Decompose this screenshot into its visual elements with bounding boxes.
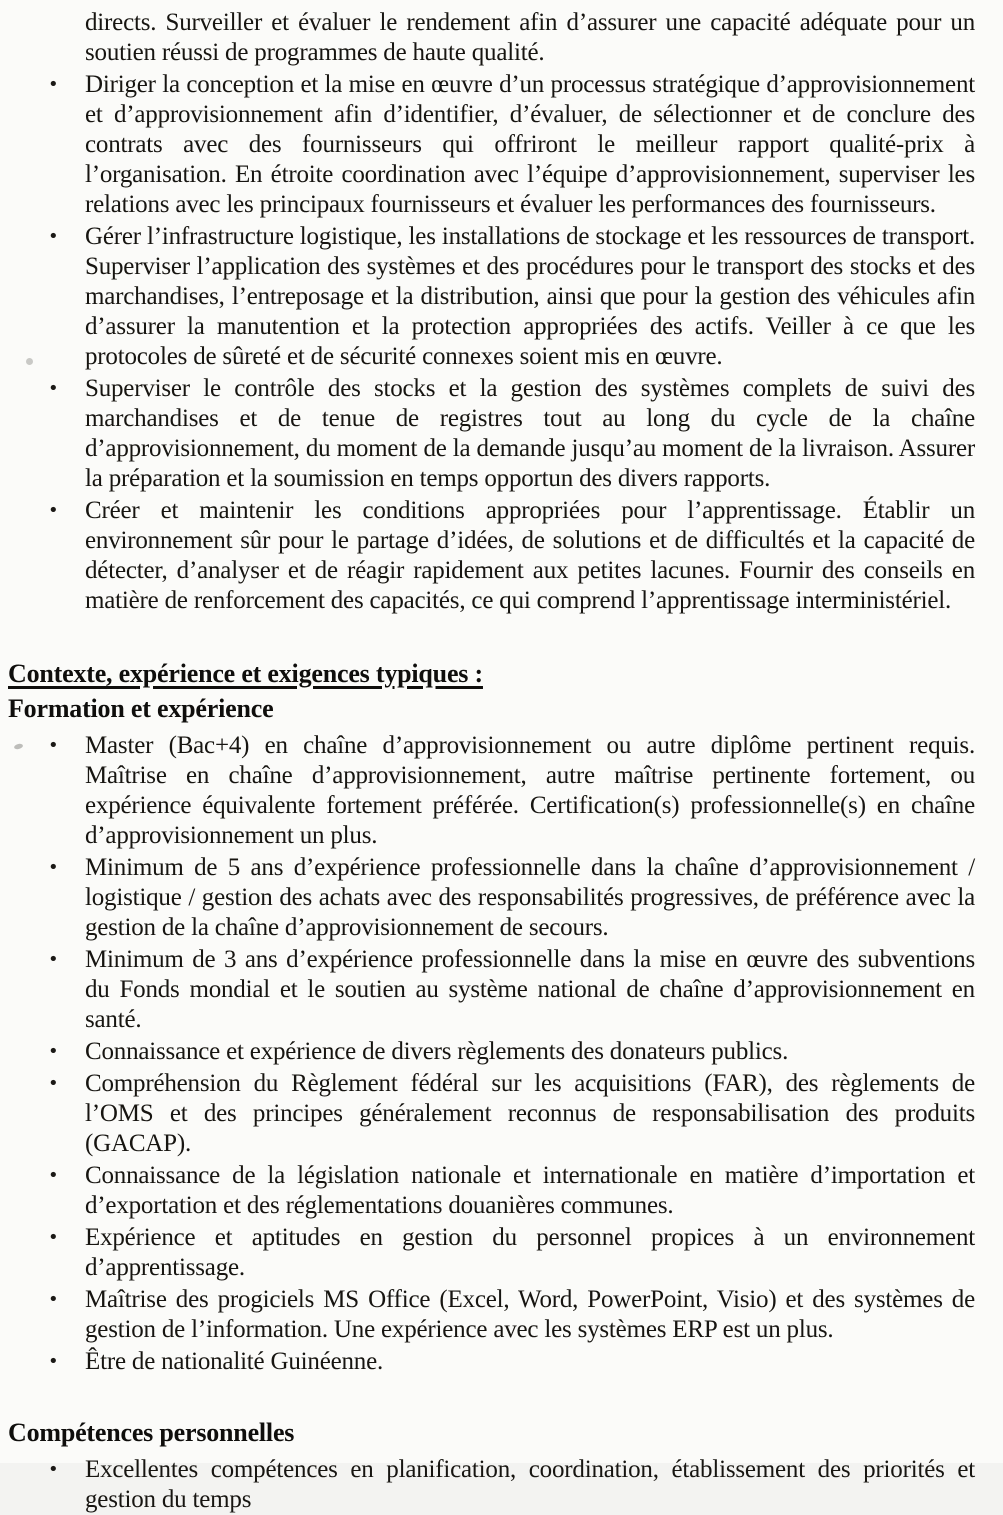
bullet-icon: •	[48, 1459, 59, 1480]
list-item-text: Créer et maintenir les conditions appropriées pour l’apprentissage. Établir un environnement sûr pour le partage d’idées, de solutions et de difficultés et la capacité de détecter, d’analyser et de réagir rapidement aux petites lacunes. Fournir des conseils en matière de renforcement des capacités, ce qui comprend l’apprentissage interministériel.	[85, 497, 975, 614]
scan-speck-icon	[14, 743, 24, 750]
list-item	[48, 70, 975, 220]
section-subtitle-formation: Formation et expérience	[8, 694, 274, 723]
list-item-text: Superviser le contrôle des stocks et la gestion des systèmes complets de suivi des marchandises et de tenue de registres tout au long du cycle de la chaîne d’approvisionnement, du moment de la demande jusqu’au moment de la livraison. Assurer la préparation et la soumission en temps opportun des divers rapports.	[85, 375, 975, 492]
list-item	[48, 1069, 975, 1159]
bullet-icon: •	[48, 949, 59, 970]
list-item	[48, 222, 975, 372]
section-title-context: Contexte, expérience et exigences typiques :	[8, 659, 483, 688]
bullet-icon: •	[48, 1041, 59, 1062]
list-item	[48, 1161, 975, 1221]
list-item-text: Minimum de 3 ans d’expérience professionnelle dans la mise en œuvre des subventions du Fonds mondial et le soutien au système national de chaîne d’approvisionnement en santé.	[85, 946, 975, 1033]
list-item	[48, 853, 975, 943]
list-item-text: Connaissance de la législation nationale et internationale en matière d’importation et d’exportation et des réglementations douanières communes.	[85, 1162, 975, 1219]
list-item-text: Maîtrise des progiciels MS Office (Excel, Word, PowerPoint, Visio) et des systèmes de gestion de l’information. Une expérience avec les systèmes ERP est un plus.	[85, 1286, 975, 1343]
list-item	[48, 1285, 975, 1345]
list-item-text: Gérer l’infrastructure logistique, les installations de stockage et les ressources de transport. Superviser l’application des systèmes et des procédures pour le transport des stocks et des marchandises, l’entreposage et la distribution, ainsi que pour la gestion des véhicules afin d’assurer la manutention et la protection appropriées des actifs. Veiller à ce que les protocoles de sûreté et de sécurité connexes soient mis en œuvre.	[85, 223, 975, 370]
formation-list	[48, 731, 975, 1377]
list-item	[48, 1037, 975, 1067]
list-item	[48, 945, 975, 1035]
bullet-icon: •	[48, 1351, 59, 1372]
scan-speck-icon	[26, 358, 33, 365]
list-item-text: Connaissance et expérience de divers règlements des donateurs publics.	[85, 1038, 789, 1065]
list-item	[48, 1455, 975, 1515]
bullet-icon: •	[48, 1227, 59, 1248]
bullet-icon: •	[48, 1165, 59, 1186]
bullet-icon: •	[48, 378, 59, 399]
list-item	[48, 496, 975, 616]
list-item-text: Compréhension du Règlement fédéral sur les acquisitions (FAR), des règlements de l’OMS et des principes généralement reconnus de responsabilisation des produits (GACAP).	[85, 1070, 975, 1157]
list-item	[48, 1347, 975, 1377]
bullet-icon: •	[48, 735, 59, 756]
paragraph-continuation: directs. Surveiller et évaluer le rendement afin d’assurer une capacité adéquate pour un soutien réussi de programmes de haute qualité.	[85, 9, 975, 66]
list-item-text: Diriger la conception et la mise en œuvre d’un processus stratégique d’approvisionnement et d’approvisionnement afin d’identifier, d’évaluer, de sélectionner et de conclure des contrats avec des fournisseurs qui offriront le meilleur rapport qualité-prix à l’organisation. En étroite coordination avec l’équipe d’approvisionnement, superviser les relations avec les principaux fournisseurs et évaluer les performances des fournisseurs.	[85, 71, 975, 218]
bullet-icon: •	[48, 857, 59, 878]
bullet-icon: •	[48, 1289, 59, 1310]
competences-list	[48, 1455, 975, 1515]
list-item	[48, 1223, 975, 1283]
list-item-text: Excellentes compétences en planification, coordination, établissement des priorités et gestion du temps	[85, 1456, 975, 1513]
list-item-text: Être de nationalité Guinéenne.	[85, 1348, 384, 1375]
responsibilities-list	[48, 70, 975, 616]
section-title-competences: Compétences personnelles	[8, 1418, 295, 1447]
bullet-icon: •	[48, 226, 59, 247]
list-item-text: Expérience et aptitudes en gestion du personnel propices à un environnement d’apprentissage.	[85, 1224, 975, 1281]
list-item	[48, 374, 975, 494]
list-item-text: Minimum de 5 ans d’expérience professionnelle dans la chaîne d’approvisionnement / logistique / gestion des achats avec des responsabilités progressives, de préférence avec la gestion de la chaîne d’approvisionnement de secours.	[85, 854, 975, 941]
bullet-icon: •	[48, 500, 59, 521]
bullet-icon: •	[48, 74, 59, 95]
list-item-text: Master (Bac+4) en chaîne d’approvisionnement ou autre diplôme pertinent requis. Maîtrise en chaîne d’approvisionnement, autre maîtrise pertinente fortement, ou expérience équivalente fortement préférée. Certification(s) professionnelle(s) en chaîne d’approvisionnement un plus.	[85, 732, 975, 849]
bullet-icon: •	[48, 1073, 59, 1094]
list-item	[48, 731, 975, 851]
